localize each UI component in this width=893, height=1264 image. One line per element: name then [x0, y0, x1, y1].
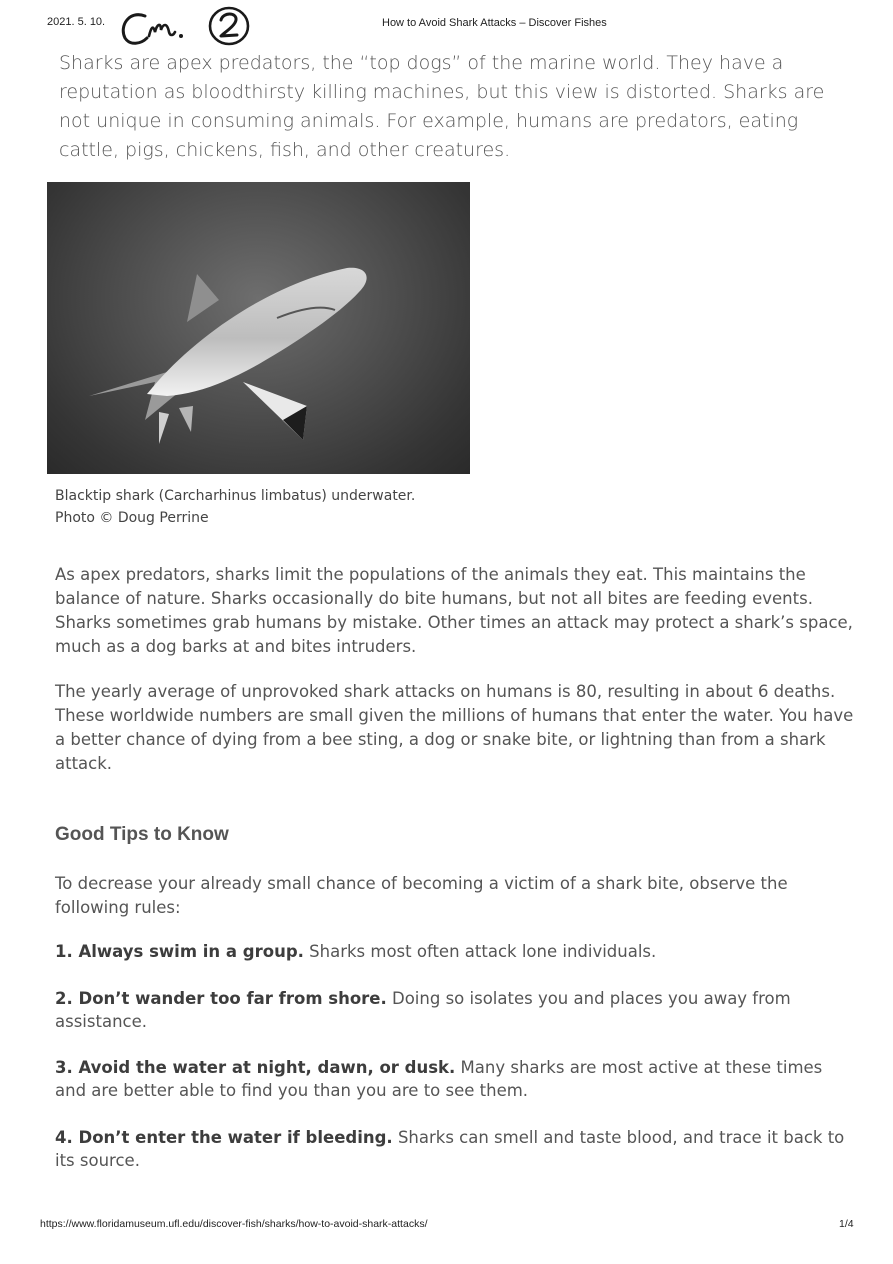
- tip-item: [55, 987, 855, 1033]
- tip-text: Doing so isolates you and places you away from assistance.: [55, 989, 791, 1031]
- section-lead: To decrease your already small chance of becoming a victim of a shark bite, observe the following rules:: [55, 874, 788, 917]
- tip-title: 4. Don’t enter the water if bleeding.: [55, 1128, 393, 1147]
- tip-title: 2. Don’t wander too far from shore.: [55, 989, 387, 1008]
- tip-item: [55, 1126, 855, 1172]
- tip-title: 1. Always swim in a group.: [55, 942, 304, 961]
- tip-text: Sharks most often attack lone individuals.: [303, 942, 657, 961]
- page-number: 1/4: [839, 1218, 854, 1230]
- tip-text: Sharks can smell and taste blood, and trace it back to its source.: [55, 1128, 845, 1170]
- photo-credit: Photo © Doug Perrine: [55, 510, 209, 526]
- shark-photo: [47, 182, 470, 474]
- page-header-title: How to Avoid Shark Attacks – Discover Fishes: [382, 17, 607, 29]
- tip-text: Many sharks are most active at these times and are better able to find you than you are to see them.: [55, 1058, 823, 1100]
- print-date: 2021. 5. 10.: [47, 16, 106, 28]
- body-paragraph: The yearly average of unprovoked shark attacks on humans is 80, resulting in about 6 deaths. These worldwide numbers are small given the millions of humans that enter the water. You have a better chance of dying from a bee sting, a dog or snake bite, or lightning than from a shark attack.: [55, 682, 854, 773]
- tip-item: [55, 940, 855, 963]
- section-heading: Good Tips to Know: [55, 824, 229, 845]
- intro-paragraph: Sharks are apex predators, the “top dogs” of the marine world. They have a reputation as bloodthirsty killing machines, but this view is distorted. Sharks are not unique in consuming animals. For example, humans are predators, eating cattle, pigs, chickens, fish, and other creatures.: [59, 52, 825, 161]
- body-paragraph: As apex predators, sharks limit the populations of the animals they eat. This maintains the balance of nature. Sharks occasionally do bite humans, but not all bites are feeding events. Sharks sometimes grab humans by mistake. Other times an attack may protect a shark’s space, much as a dog barks at and bites intruders.: [55, 565, 853, 656]
- photo-caption: [55, 485, 415, 529]
- handwritten-note: [115, 2, 275, 52]
- caption-line: Blacktip shark (Carcharhinus limbatus) underwater.: [55, 488, 416, 504]
- footer-url: https://www.floridamuseum.ufl.edu/discover-fish/sharks/how-to-avoid-shark-attacks/: [40, 1218, 428, 1230]
- tip-item: [55, 1056, 855, 1102]
- tip-title: 3. Avoid the water at night, dawn, or dusk.: [55, 1058, 456, 1077]
